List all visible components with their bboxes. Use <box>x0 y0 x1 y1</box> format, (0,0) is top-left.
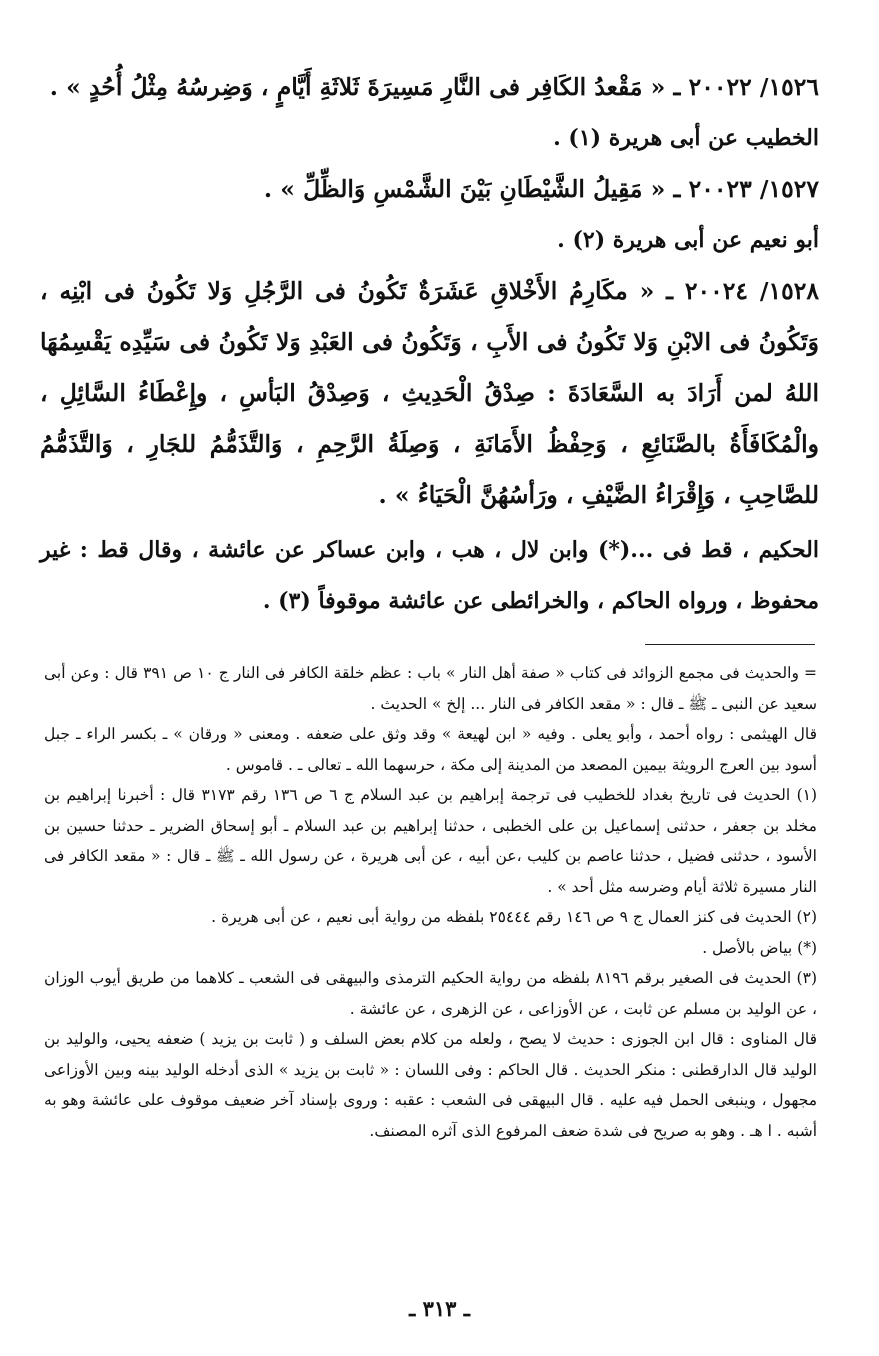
footnote-continuation-1: = والحديث فى مجمع الزوائد فى كتاب « صفة أهل النار » باب : عظم خلقة الكافر فى النار ج ١٠ ص ٣٩١ قال : وعن أبى سعيد عن النبى ـ ﷺ ـ قال : « مقعد الكافر فى النار ... إلخ » الحديث . <box>44 664 818 713</box>
footnote-1: (١) الحديث فى تاريخ بغداد للخطيب فى ترجمة إبراهيم بن عبد السلام ج ٦ ص ١٣٦ رقم ٣١٧٣ قال : أخبرنا إبراهيم بن مخلد بن جعفر ، حدثنى إسماعيل بن على الخطبى ، حدثنا إبراهيم بن عبد السلام ـ أبو إسحاق الضرير ـ حدثنا حسين بن الأسود ، حدثنى فضيل ، حدثنا عاصم بن كليب ،عن أبيه ، عن أبى هريرة ، عن رسول الله ـ ﷺ ـ قال : « مقعد الكافر فى النار مسيرة ثلاثة أيام وضرسه مثل أحد » . <box>44 786 818 896</box>
source-1526: الخطيب عن أبى هريرة (١) . <box>553 125 819 151</box>
footnote-continuation-2: قال الهيثمى : رواه أحمد ، وأبو يعلى . وفيه « ابن لهيعة » وقد وثق على ضعفه . ومعنى « ورقان » ـ بكسر الراء ـ جبل أسود بين العرج الرويثة بيمين المصعد من المدينة إلى مكة ، حرسهما الله ـ تعالى ـ . قاموس . <box>44 725 817 774</box>
hadith-1528: ١٥٢٨/ ٢٠٠٢٤ ـ « مكَارِمُ الأَخْلاقِ عَشَرَةٌ تَكُونُ فى الرَّجُلِ وَلا تَكُونُ فى ابْنِه ، وَتَكُونُ فى الابْنِ وَلا تَكُونُ فى الأَبِ ، وَتَكُونُ فى العَبْدِ وَلا تَكُونُ فى سَيِّدِه يَقْسِمُهَا اللهُ لمن أَرَادَ به السَّعَادَةَ : صِدْقُ الْحَدِيثِ ، وَصِدْقُ البَأسِ ، وإِعْطَاءُ السَّائِلِ ، والْمُكَافَأَةُ بالصَّنَائِعِ ، وَحِفْظُ الأَمَانَةِ ، وَصِلَةُ الرَّحِمِ ، وَالتَّذَمُّمُ للجَارِ ، وَالتَّذَمُّمُ للصَّاحِبِ ، وَإِقْرَاءُ الضَّيْفِ ، ورَأسُهُنَّ الْحَيَاءُ » . <box>40 277 819 509</box>
page-number: ـ ٣١٣ ـ <box>409 1296 470 1321</box>
hadith-1526: ١٥٢٦/ ٢٠٠٢٢ ـ « مَقْعدُ الكَافِر فى النَّارِ مَسِيرَةَ ثَلاثَةِ أَيَّامٍ ، وَضِرسُهُ مِثْلُ أُحُدٍ » . <box>49 73 819 101</box>
footnotes <box>44 658 817 1146</box>
source-1528: الحكيم ، قط فى ...(*) وابن لال ، هب ، وابن عساكر عن عائشة ، وقال قط : غير محفوظ ، ورواه الحاكم ، والخرائطى عن عائشة موقوفاً (٣) . <box>40 537 819 614</box>
footnote-2: (٢) الحديث فى كنز العمال ج ٩ ص ١٤٦ رقم ٢٥٤٤٤ بلفظه من رواية أبى نعيم ، عن أبى هريرة . <box>211 908 817 926</box>
hadith-1527: ١٥٢٧/ ٢٠٠٢٣ ـ « مَقِيلُ الشَّيْطَانِ بَيْنَ الشَّمْسِ وَالظِّلِّ » . <box>263 175 819 203</box>
main-text <box>40 62 819 627</box>
footnote-3-commentary: قال المناوى : قال ابن الجوزى : حديث لا يصح ، ولعله من كلام بعض السلف و ( ثابت بن يزيد ) ضعفه يحيى، والوليد بن الوليد قال الدارقطنى : منكر الحديث . قال الحاكم : وفى اللسان : « ثابت بن يزيد » الذى أدخله الوليد بينه وبين الأوزاعى مجهول ، وينبغى الحمل فيه عليه . قال البيهقى فى الشعب : عقبه : وروى بإسناد آخر ضعيف موقوف على عائشة وهو به أشبه . ا هـ . وهو به صريح فى شدة ضعف المرفوع الذى آثره المصنف. <box>44 1030 817 1140</box>
footnote-star: (*) بياض بالأصل . <box>702 938 817 957</box>
source-1527: أبو نعيم عن أبى هريرة (٢) . <box>557 227 819 253</box>
footnote-divider <box>645 644 815 645</box>
footnote-3: (٣) الحديث فى الصغير برقم ٨١٩٦ بلفظه من رواية الحكيم الترمذى والبيهقى فى الشعب ـ كلاهما من طريق أيوب الوزان ، عن الوليد بن مسلم عن ثابت ، عن الأوزاعى ، عن الزهرى ، عن عائشة . <box>44 969 817 1018</box>
